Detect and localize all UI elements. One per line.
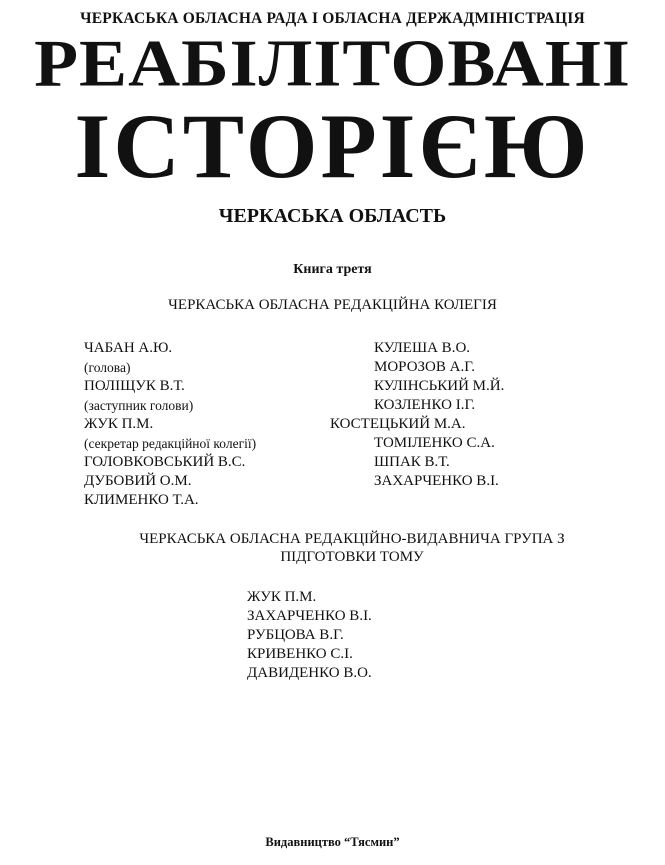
publishing-group-title: ЧЕРКАСЬКА ОБЛАСНА РЕДАКЦІЙНО-ВИДАВНИЧА ГРУПА З ПІДГОТОВКИ ТОМУ bbox=[139, 531, 565, 565]
board-member-right: ЗАХАРЧЕНКО В.І. bbox=[374, 473, 499, 489]
board-member-right: КУЛЕША В.О. bbox=[374, 340, 471, 356]
region-subtitle: ЧЕРКАСЬКА ОБЛАСТЬ bbox=[218, 205, 447, 227]
title-line-2: ІСТОРІЄЮ bbox=[74, 95, 591, 197]
board-member-right: КОЗЛЕНКО І.Г. bbox=[374, 397, 476, 413]
board-member-right: КОСТЕЦЬКИЙ М.А. bbox=[330, 416, 466, 432]
group-member: РУБЦОВА В.Г. bbox=[247, 627, 344, 643]
issuer-line: ЧЕРКАСЬКА ОБЛАСНА РАДА І ОБЛАСНА ДЕРЖАДМІНІСТРАЦІЯ bbox=[80, 10, 585, 27]
board-member-right: ТОМІЛЕНКО С.А. bbox=[374, 435, 495, 451]
board-member-right: ШПАК В.Т. bbox=[374, 454, 450, 470]
board-member-left: ПОЛІЩУК В.Т. bbox=[84, 378, 185, 394]
editorial-board-title: ЧЕРКАСЬКА ОБЛАСНА РЕДАКЦІЙНА КОЛЕГІЯ bbox=[168, 297, 497, 313]
group-member: ДАВИДЕНКО В.О. bbox=[247, 665, 372, 681]
board-member-left: (секретар редакційної колегії) bbox=[84, 436, 257, 451]
board-member-left: ЖУК П.М. bbox=[84, 416, 154, 432]
board-member-left: ЧАБАН А.Ю. bbox=[84, 340, 173, 356]
editorial-board-left-column bbox=[84, 339, 256, 510]
board-member-left: КЛИМЕНКО Т.А. bbox=[84, 492, 199, 508]
editorial-board-right-column bbox=[330, 339, 504, 491]
board-member-left: (заступник голови) bbox=[84, 398, 194, 413]
board-member-left: ДУБОВИЙ О.М. bbox=[84, 473, 192, 489]
board-member-left: ГОЛОВКОВСЬКИЙ В.С. bbox=[84, 454, 246, 470]
book-number: Книга третя bbox=[293, 262, 372, 277]
board-member-right: КУЛІНСЬКИЙ М.Й. bbox=[374, 378, 505, 394]
group-member: ЖУК П.М. bbox=[247, 589, 317, 605]
publisher-line: Видавництво “Тясмин” bbox=[265, 835, 400, 849]
board-member-right: МОРОЗОВ А.Г. bbox=[374, 359, 475, 375]
title-line-1: РЕАБІЛІТОВАНІ bbox=[34, 25, 631, 101]
group-member: КРИВЕНКО С.І. bbox=[247, 646, 353, 662]
publishing-group-list bbox=[247, 588, 372, 683]
board-member-left: (голова) bbox=[84, 360, 131, 375]
group-member: ЗАХАРЧЕНКО В.І. bbox=[247, 608, 372, 624]
